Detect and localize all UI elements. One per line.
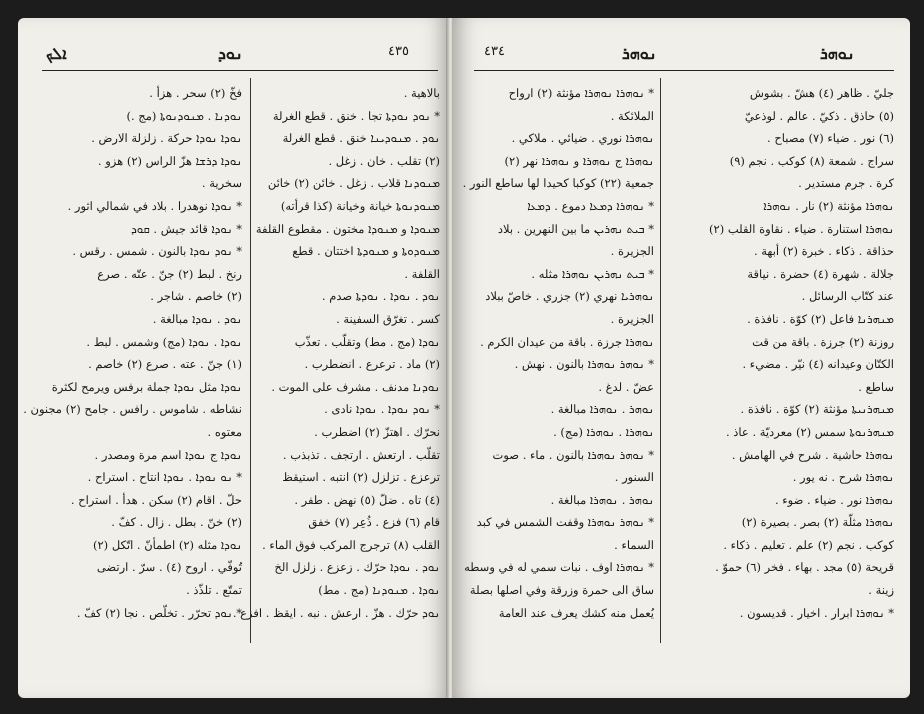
right-page-right-column <box>670 82 894 624</box>
dictionary-line: ܢܘܗܪܐ نور . ضياء . ضوء . <box>774 492 894 507</box>
dictionary-line: * ܢܘܕ ܢܘܕܐ بالنون . شمس . رقس . <box>72 244 242 259</box>
right-header-outer-word: ܢܘܗܪ <box>820 44 855 63</box>
dictionary-line: نشاطه . شاموس . رافس . جامح (٢) مجنون . <box>23 402 242 417</box>
dictionary-line: (٢) خنّ . بطل . زال . كفّ . <box>111 515 242 530</box>
dictionary-line: ܢܘܕܐ . ܡܢܘܕܢܐ (مج . مط) <box>318 583 440 598</box>
dictionary-line: * ܢܘܕ تحرّر . تخلّص . نجا (٢) كفّ . <box>76 605 242 620</box>
dictionary-line: ساطع . <box>858 379 894 394</box>
dictionary-line: (٢) خاصم . شاجر . <box>150 289 242 304</box>
dictionary-line: حلّ . اقام (٢) سكن . هدأ . استراح . <box>70 492 242 507</box>
dictionary-line: السنور . <box>614 470 654 485</box>
dictionary-line: * ܢܘܗܪܐ ܕܡܥܐ دموع . ܕܡܥܐ <box>527 198 654 213</box>
dictionary-line: ساق الى حمرة وزرقة وفي اصلها بصلة <box>469 583 654 598</box>
dictionary-line: عند كتّاب الرسائل . <box>801 289 894 304</box>
dictionary-line: كرة . جرم مستدير . <box>798 176 894 191</box>
dictionary-line: * ܢܘܗܪܐ ابرار . اخيار . قديسون . <box>739 605 894 620</box>
dictionary-line: ܢܘܕܢܐ . ܡܢܘܕܢܘܬܐ (مج .) <box>126 108 242 123</box>
right-page-header <box>452 40 910 66</box>
dictionary-line: ܡܢܘܕܢܘܬܐ خيانة وخيانة (كذا قرأته) <box>280 198 440 213</box>
left-header-rule <box>42 70 438 71</box>
dictionary-line: ܢܘܗܪܐ . ܢܘܗܪܐ (مج) . <box>553 424 654 439</box>
right-header-page-number: ٤٣٤ <box>484 44 505 59</box>
dictionary-line: * ܒܝܬ ܢܗܪܝܢ ما بين النهرين . بلاد <box>497 221 654 236</box>
dictionary-line: الملائكة . <box>610 108 654 123</box>
left-header-inner-word: ܢܘܕ <box>218 44 243 63</box>
dictionary-line: جلالة . شهرة (٤) حضرة . نياقة <box>747 266 894 281</box>
dictionary-line: جمعية (٢٢) كوكبا كحيدا لها ساطع النور . <box>462 176 654 191</box>
dictionary-line: ܢܘܗܪ . ܢܘܗܪܐ مبالغة . <box>550 492 654 507</box>
dictionary-line: قام (٦) فزع . ذُعِر (٧) خفق <box>308 515 440 530</box>
dictionary-line: الكتّان وعيدانه (٤) نيّر . مضيء . <box>742 357 894 372</box>
dictionary-line: ܢܘܗܪܐ مثلّة (٢) بصر . بصيرة (٢) <box>741 515 894 530</box>
dictionary-line: (٤) تاه . ضلّ (٥) نهض . طفر . <box>294 492 440 507</box>
dictionary-line: ܢܘܕ . ܢܘܕܐ حرّك . زعزع . زلزل الخ <box>274 560 440 575</box>
dictionary-line: (٢) ماد . ترعرع . انضطرب . <box>304 357 440 372</box>
dictionary-line: روزنة (٢) جرزة . باقة من قت <box>752 334 894 349</box>
dictionary-line: ܢܘܗܪܐ استنارة . ضياء . نقاوة القلب (٢) <box>709 221 894 236</box>
dictionary-line: ܢܘܕܐ ܕܪܫܐ هزّ الراس (٢) هزو . <box>97 153 242 168</box>
dictionary-line: كسر . تغرّق السفينة . <box>336 311 440 326</box>
dictionary-line: ܡܢܘܕܘܬܐ و ܡܢܘܕܬܐ اختتان . قطع <box>292 244 440 259</box>
dictionary-line: ܢܘܕ حرّك . هزّ . ارعش . نبه . ايقظ . افزع . <box>232 605 440 620</box>
dictionary-line: القلب (٨) ترجرج المركب فوق الماء . <box>262 537 440 552</box>
dictionary-line: الجزيرة . <box>610 311 654 326</box>
dictionary-line: جليّ . ظاهر (٤) هشّ . بشوش <box>749 86 894 100</box>
dictionary-line: * ܢܘܕ ܢܘܕܐ . ܢܘܕܐ نادى . <box>324 402 440 417</box>
dictionary-line: ܢܘܕܐ مثل ܢܘܕܐ جملة برفس ويرمح لكثرة <box>51 379 242 394</box>
dictionary-line: رنخ . لبط (٢) جنّ . عتّه . صرع <box>97 266 242 281</box>
dictionary-line: ܡܢܗܪܢܝܬܐ مؤنثة (٢) كوّة . نافذة . <box>740 402 894 417</box>
dictionary-line: ܢܘܕ . ܢܘܕܐ . ܢܘܕܬܐ صدم . <box>321 289 440 304</box>
dictionary-line: نحرّك . اهتزّ (٢) اضطرب . <box>314 424 440 439</box>
dictionary-line: ܡܢܗܪܢܘܬܐ سمس (٢) معرديّة . عاذ . <box>725 424 894 439</box>
dictionary-line: * ܢܘܕܐ قائد جيش . ܩܘܕ <box>131 221 242 236</box>
dictionary-line: ܢܘܕܐ (مج . مط) وتقلّب . تعذّب <box>294 334 440 349</box>
dictionary-line: (١) جنّ . عته . صرع (٢) خاصم . <box>88 357 242 372</box>
dictionary-line: ܢܘܕ . ܢܘܕܐ مبالغة . <box>152 311 242 326</box>
dictionary-line: سخرية . <box>201 176 242 191</box>
dictionary-line: السماء . <box>614 537 654 552</box>
dictionary-line: تمتّع . تلذّذ . <box>186 583 242 598</box>
dictionary-line: تقلّب . ارتعش . ارتجف . تذبذب . <box>282 447 440 462</box>
dictionary-line: (٦) نور . ضياء (٧) مصباح . <box>767 131 894 146</box>
dictionary-line: ܢܘܕܐ . ܢܘܕܐ (مج) وشمس . لبط . <box>86 334 242 349</box>
right-page-left-column <box>462 82 654 624</box>
dictionary-line: * ܢܘܗܪ ܢܘܗܪܐ بالنون . ماء . صوت <box>492 447 654 462</box>
left-header-outer-word: ܐܠܟ <box>46 44 67 63</box>
dictionary-line: ܢܘܕܐ ܢܘܕܐ حركة . زلزلة الارض . <box>91 131 242 146</box>
left-page <box>18 18 450 698</box>
dictionary-line: * ܢܘܗܪܐ ܢܘܗܪܐ مؤنثة (٢) ارواح <box>508 86 654 100</box>
dictionary-line: ܢܘܗܪܐ نوري . ضيائي . ملاكي . <box>511 131 654 146</box>
dictionary-line: ܢܘܗܪܐ حاشية . شرح في الهامش . <box>731 447 894 462</box>
dictionary-line: حذاقة . ذكاء . خبرة (٢) أبهة . <box>753 244 894 259</box>
dictionary-line: ترعزع . تزلزل (٢) انتبه . استيقظ <box>282 470 440 485</box>
dictionary-line: ܡܢܗܪܢܐ فاعل (٢) كوّة . نافذة . <box>747 311 894 326</box>
dictionary-line: قريحة (٥) مجد . بهاء . فخر (٦) حموّ . <box>715 560 894 575</box>
dictionary-line: ܢܘܗܪ . ܢܘܗܪܐ مبالغة . <box>550 402 654 417</box>
dictionary-line: * ܒܝܬ ܢܗܪܝܢ ܢܘܗܪܐ مثله . <box>531 266 654 281</box>
left-page-column-divider <box>250 78 251 643</box>
dictionary-line: (٥) حاذق . ذكيّ . عالم . لوذعيّ <box>744 108 894 123</box>
dictionary-line: ܢܘܗܪܝܐ نهري (٢) جزري . خاصّ ببلاد <box>485 289 654 304</box>
dictionary-line: يُعمل منه كشك يعرف عند العامة <box>498 605 654 620</box>
left-page-right-column <box>232 82 440 624</box>
dictionary-line: فخّ (٢) سحر . هزأ . <box>149 86 242 100</box>
dictionary-line: بالاهية . <box>403 86 440 100</box>
dictionary-line: ܢܘܗܪܐ مؤنثة (٢) نار . ܢܘܗܪܐ <box>763 198 894 213</box>
dictionary-line: ܢܘܗܪܐ شرح . نه يور . <box>792 470 894 485</box>
dictionary-line: ܢܘܗܪܐ جرزة . باقة من عيدان الكرم . <box>480 334 654 349</box>
right-page <box>452 18 910 698</box>
dictionary-line: الجزيرة . <box>610 244 654 259</box>
dictionary-line: (٢) تقلب . خان . زغل . <box>328 153 440 168</box>
dictionary-line: ܡܢܘܕܐ و ܡܢܘܕܐ مختون . مقطوع القلفة <box>255 221 440 236</box>
dictionary-line: ܢܘܕܐ ج ܢܘܕܐ اسم مرة ومصدر . <box>94 447 242 462</box>
left-page-header <box>18 40 450 66</box>
dictionary-line: ܢܘܕܢܐ مدنف . مشرف على الموت . <box>271 379 440 394</box>
left-header-page-number: ٤٣٥ <box>388 44 409 59</box>
dictionary-line: معتوه . <box>207 424 242 439</box>
dictionary-line: ܢܘܗܪܐ ج ܢܘܗܪܐ و ܢܘܗܪܐ نهر (٢) <box>504 153 654 168</box>
right-page-column-divider <box>660 78 661 643</box>
dictionary-line: كوكب . نجم (٢) علم . تعليم . ذكاء . <box>723 537 894 552</box>
dictionary-line: * ܢܘܗܪܐ اوف . نبات سمي له في وسطه <box>464 560 654 575</box>
dictionary-line: زينة . <box>868 583 894 598</box>
dictionary-line: * ܢܘܕܐ نوهدرا . بلاد في شمالي اثور . <box>67 198 242 213</box>
dictionary-line: عضّ . لدغ . <box>598 379 654 394</box>
dictionary-line: * ܢܘ ܢܘܕܐ . ܢܘܕܐ انتاح . استراح . <box>87 470 242 485</box>
left-page-left-column <box>23 82 242 624</box>
dictionary-line: * ܢܘܗܪ ܢܘܗܪܐ وقفت الشمس في كبد <box>476 515 654 530</box>
dictionary-line: * ܢܘܗܪ ܢܘܗܪܐ بالنون . نهش . <box>514 357 654 372</box>
dictionary-line: سراج . شمعة (٨) كوكب . نجم (٩) <box>729 153 894 168</box>
dictionary-line: ܡܢܘܕܢܐ قلاب . زغل . خائن (٢) خائن <box>267 176 440 191</box>
dictionary-line: تُوفّي . اروح (٤) . سرّ . ارتضى <box>96 560 242 575</box>
dictionary-line: ܢܘܕ . ܡܢܘܕܝܢܐ خنق . قطع الغرلة <box>282 131 440 146</box>
right-header-rule <box>474 70 894 71</box>
dictionary-line: * ܢܘܕ ܢܘܕܬܐ تجا . خنق . قطع الغرلة <box>272 108 440 123</box>
right-header-inner-word: ܢܘܗܪ <box>622 44 657 63</box>
dictionary-line: ܢܘܕܐ مثله (٢) اطمأنّ . اتّكل (٢) <box>92 537 242 552</box>
dictionary-line: القلفة . <box>404 266 440 281</box>
